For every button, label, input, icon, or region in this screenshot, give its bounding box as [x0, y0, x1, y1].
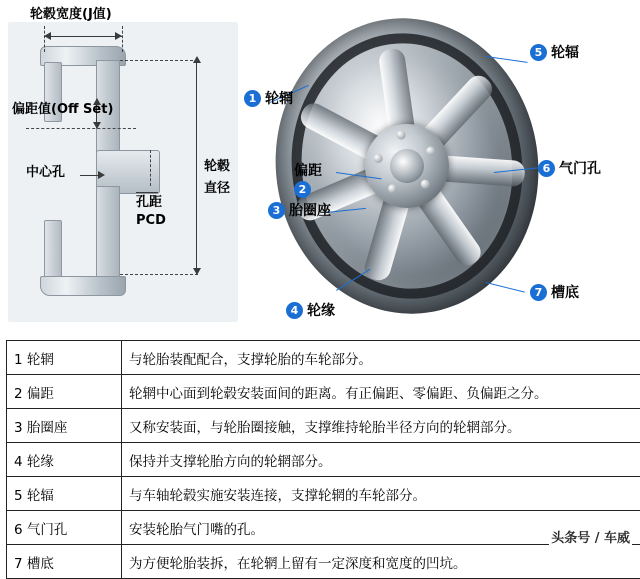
hub-diameter-ext-bottom — [120, 274, 198, 275]
pcd-leader — [136, 192, 158, 193]
table-row — [7, 375, 640, 409]
callout-1-rim — [244, 88, 293, 108]
hub-diameter-ext-top — [120, 60, 198, 61]
definition-cell: 轮辋中心面到轮毂安装面间的距离。有正偏距、零偏距、负偏距之分。 — [122, 375, 640, 409]
hub-width-dimension-line — [44, 36, 122, 37]
table-row — [7, 545, 640, 579]
callout-number-6: 6 — [538, 160, 555, 177]
callout-label-7: 槽底 — [551, 282, 579, 302]
definition-cell: 与轮胎装配配合，支撑轮胎的车轮部分。 — [122, 341, 640, 375]
term-cell: 5 轮辐 — [7, 477, 122, 511]
hub-width-arrow-left — [44, 32, 51, 40]
callout-label-3: 胎圈座 — [289, 200, 331, 220]
term-cell: 2 偏距 — [7, 375, 122, 409]
table-row — [7, 511, 640, 545]
callout-number-1: 1 — [244, 90, 261, 107]
leader-line-7 — [486, 282, 525, 293]
definition-cell: 保持并支撑轮胎方向的轮辋部分。 — [122, 443, 640, 477]
watermark-text: 头条号 / 车威 — [549, 527, 632, 546]
definition-cell: 安装轮胎气门嘴的孔。 — [122, 511, 640, 545]
callout-number-5: 5 — [530, 44, 547, 61]
callout-number-4: 4 — [286, 302, 303, 319]
callout-label-1: 轮辋 — [265, 88, 293, 108]
definition-cell: 又称安装面，与轮胎圈接触，支撑维持轮胎半径方向的轮辋部分。 — [122, 409, 640, 443]
callout-6-valve-hole — [538, 158, 601, 178]
table-row — [7, 443, 640, 477]
alloy-wheel-photo — [248, 0, 640, 338]
callout-label-4: 轮缘 — [307, 300, 335, 320]
hub-diameter-dimension-line — [196, 60, 197, 274]
table-row — [7, 477, 640, 511]
label-pcd-line2: PCD — [136, 214, 166, 229]
width-extension-right — [122, 26, 123, 52]
callout-2-offset — [294, 160, 322, 198]
rim-web-bottom-shape — [96, 186, 120, 284]
callout-label-5: 轮辐 — [551, 42, 579, 62]
label-hub-diameter-line1: 轮毂 — [204, 160, 230, 175]
label-offset-value: 偏距值(Off Set) — [12, 103, 113, 118]
lug-hole — [420, 179, 430, 189]
callout-4-flange — [286, 300, 335, 320]
callout-5-spoke — [530, 42, 579, 62]
table-row — [7, 409, 640, 443]
callout-number-2: 2 — [294, 181, 311, 198]
center-bore-arrow — [98, 171, 105, 179]
wheel-cross-section-diagram — [0, 0, 250, 338]
table-body — [7, 341, 640, 579]
table-row — [7, 341, 640, 375]
lug-hole — [373, 153, 383, 163]
term-cell: 3 胎圈座 — [7, 409, 122, 443]
hub-width-arrow-right — [115, 32, 122, 40]
hub-center-cap — [388, 147, 426, 185]
offset-reference-line — [26, 128, 136, 129]
definition-cell: 为方便轮胎装拆，在轮辋上留有一定深度和宽度的凹坑。 — [122, 545, 640, 579]
label-hub-width: 轮毂宽度(J值) — [30, 8, 112, 23]
term-cell: 4 轮缘 — [7, 443, 122, 477]
label-hub-diameter-line2: 直径 — [204, 182, 230, 197]
pcd-extension-line — [150, 150, 151, 186]
lug-hole — [396, 130, 406, 140]
term-cell: 6 气门孔 — [7, 511, 122, 545]
definition-cell: 与车轴轮毂实施安装连接，支撑轮辋的车轮部分。 — [122, 477, 640, 511]
callout-3-bead-seat — [268, 200, 331, 220]
term-cell: 7 槽底 — [7, 545, 122, 579]
callout-number-3: 3 — [268, 202, 285, 219]
rim-flange-bottom-shape — [40, 276, 126, 296]
wheel-terminology-table — [6, 340, 640, 579]
term-cell: 1 轮辋 — [7, 341, 122, 375]
callout-number-7: 7 — [530, 284, 547, 301]
callout-label-2: 偏距 — [294, 160, 322, 180]
callout-label-6: 气门孔 — [559, 158, 601, 178]
bead-seat-bottom-shape — [44, 220, 62, 280]
label-center-bore: 中心孔 — [26, 166, 65, 181]
offset-arrow-down — [93, 122, 101, 129]
lug-hole — [387, 184, 397, 194]
lug-hole — [426, 146, 436, 156]
callout-7-well — [530, 282, 579, 302]
label-pcd-line1: 孔距 — [136, 196, 162, 211]
